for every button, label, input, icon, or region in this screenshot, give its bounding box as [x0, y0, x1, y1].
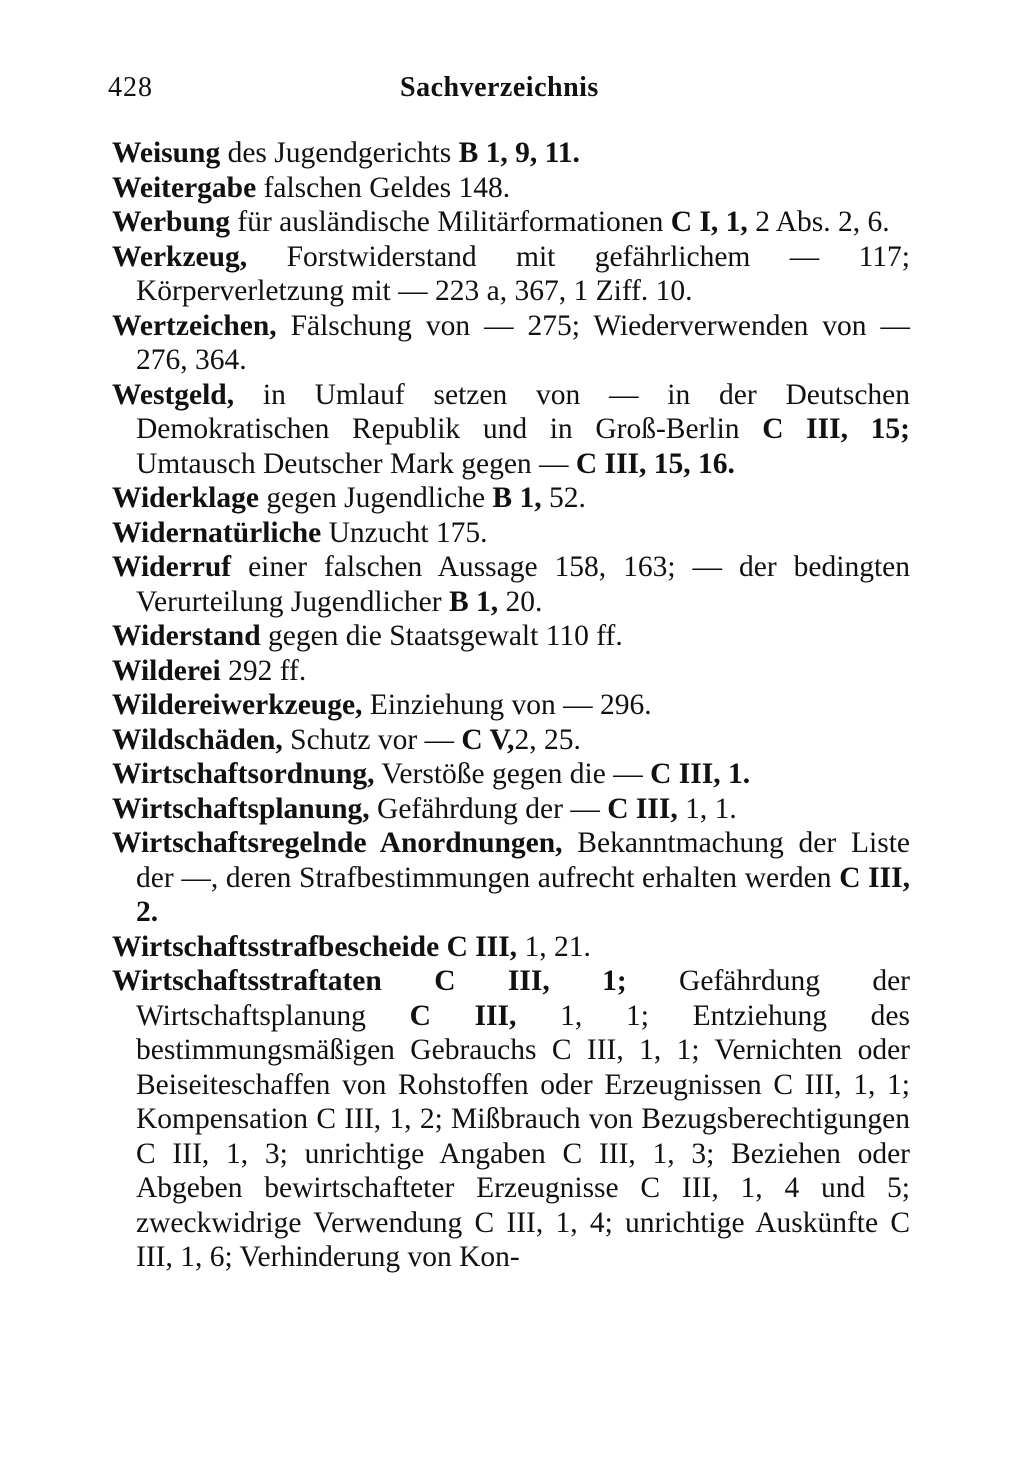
- index-entry: [112, 723, 910, 758]
- entry-ref: C III, 1;: [434, 965, 627, 997]
- index-entry: [112, 757, 910, 792]
- entry-tail: 1, 21.: [517, 930, 591, 963]
- entry-term: Widerruf: [112, 551, 232, 583]
- entry-text: Forstwiderstand mit gefährlichem — 117; Körperverletzung mit — 223 a, 367, 1 Ziff. 10.: [136, 240, 910, 307]
- entry-ref: C III, 1.: [650, 758, 751, 790]
- entry-tail: 2 Abs. 2, 6.: [747, 206, 890, 238]
- entry-ref: B 1,: [448, 585, 499, 618]
- entry-term: Werkzeug,: [112, 240, 248, 273]
- entry-term: Westgeld,: [112, 378, 235, 411]
- index-entry: [112, 309, 910, 378]
- entry-text: 292 ff.: [220, 654, 307, 687]
- entry-text: Schutz vor —: [282, 723, 462, 756]
- entry-term: Widerklage: [112, 482, 259, 514]
- index-entry: [112, 688, 910, 723]
- entry-term: Weisung: [112, 137, 221, 169]
- entry-ref: C III, 2.: [136, 861, 910, 928]
- index-entry: [112, 205, 910, 240]
- entry-text: Unzucht 175.: [321, 516, 488, 549]
- entry-term: Wirtschaftsstraftaten: [112, 965, 382, 997]
- entry-term: Wilderei: [112, 654, 221, 687]
- index-entry: [112, 481, 910, 516]
- entry-term: Wirtschaftsordnung,: [112, 758, 375, 790]
- entry-ref: C III,: [409, 999, 517, 1032]
- entry-ref: C III,: [446, 930, 518, 963]
- entry-term: Werbung: [112, 206, 231, 238]
- index-entry: [112, 930, 910, 965]
- entry-text: einer falschen Aussage 158, 163; — der bedingten Verurteilung Jugendlicher: [136, 551, 910, 618]
- entry-term: Wirtschaftsstrafbescheide: [112, 930, 440, 963]
- page-header: [108, 72, 916, 108]
- entry-text: Einziehung von — 296.: [362, 689, 652, 721]
- entry-text: [439, 931, 446, 963]
- entry-ref: C III,: [607, 792, 678, 825]
- entry-term: Wertzeichen,: [112, 309, 277, 342]
- entry-text: Bekanntmachung der Liste der —, deren Strafbestimmungen aufrecht erhalten werden: [136, 827, 910, 894]
- entry-text: gegen Jugendliche: [258, 482, 493, 514]
- entry-term: Wildschäden,: [112, 723, 283, 756]
- entry-tail: 1, 1; Entziehung des bestimmungsmäßigen Gebrauchs C III, 1, 1; Vernichten oder Beiseiteschaffen von Rohstoffen oder Erzeugnissen C III, 1, 1; Kompensation C III, 1, 2; Mißbrauch von Bezugsberechtigungen C III, 1, 3; unrichtige Angaben C III, 1, 3; Beziehen oder Abgeben bewirtschafteter Erzeugnisse C III, 1, 4 und 5; zweckwidrige Verwendung C III, 1, 4; unrichtige Auskünfte C III, 1, 6; Verhinderung von Kon-: [136, 999, 911, 1273]
- entry-text: falschen Geldes 148.: [256, 171, 511, 204]
- entry-text: gegen die Staatsgewalt 110 ff.: [260, 620, 623, 652]
- entry-text: für ausländische Militärformationen: [230, 206, 671, 238]
- entry-tail: Gefährdung der Wirtschaftsplanung: [136, 965, 910, 1032]
- entry-term: Widerstand: [112, 620, 261, 652]
- entry-text: Gefährdung der —: [369, 792, 608, 825]
- entry-tail: Umtausch Deutscher Mark gegen —: [136, 447, 576, 480]
- index-entry: [112, 240, 910, 309]
- index-entry: [112, 136, 910, 171]
- entry-ref: C I, 1,: [670, 206, 748, 238]
- index-entry: [112, 826, 910, 930]
- entry-text: in Umlauf setzen von — in der Deutschen Demokratischen Republik und in Groß-Berlin: [136, 378, 910, 445]
- entry-term: Widernatürliche: [112, 516, 322, 549]
- index-entries: [112, 136, 910, 1275]
- index-entry: [112, 964, 910, 1275]
- index-entry: [112, 654, 910, 689]
- entry-tail: 52.: [541, 482, 586, 514]
- entry-text: Verstöße gegen die —: [374, 758, 651, 790]
- index-entry: [112, 619, 910, 654]
- running-title: Sachverzeichnis: [400, 72, 599, 103]
- entry-text: Fälschung von — 275; Wiederverwenden von — 276, 364.: [136, 309, 910, 376]
- entry-ref: C V,: [461, 723, 515, 756]
- entry-text: [382, 965, 434, 997]
- entry-tail: 2, 25.: [514, 723, 581, 756]
- entry-term: Wildereiwerkzeuge,: [112, 689, 363, 721]
- page-number: 428: [108, 72, 153, 103]
- entry-term: Wirtschaftsplanung,: [112, 792, 370, 825]
- entry-ref: C III, 15;: [762, 413, 910, 445]
- entry-text: des Jugendgerichts: [220, 137, 459, 169]
- entry-tail: 1, 1.: [677, 792, 737, 825]
- index-entry: [112, 378, 910, 482]
- entry-ref: C III, 15, 16.: [575, 447, 735, 480]
- entry-ref: B 1,: [492, 482, 542, 514]
- entry-tail: 20.: [498, 585, 543, 618]
- index-entry: [112, 550, 910, 619]
- entry-ref: B 1, 9, 11.: [458, 137, 580, 169]
- entry-term: Weitergabe: [112, 171, 257, 204]
- index-entry: [112, 171, 910, 206]
- index-entry: [112, 516, 910, 551]
- index-entry: [112, 792, 910, 827]
- entry-term: Wirtschaftsregelnde Anordnungen,: [112, 827, 563, 859]
